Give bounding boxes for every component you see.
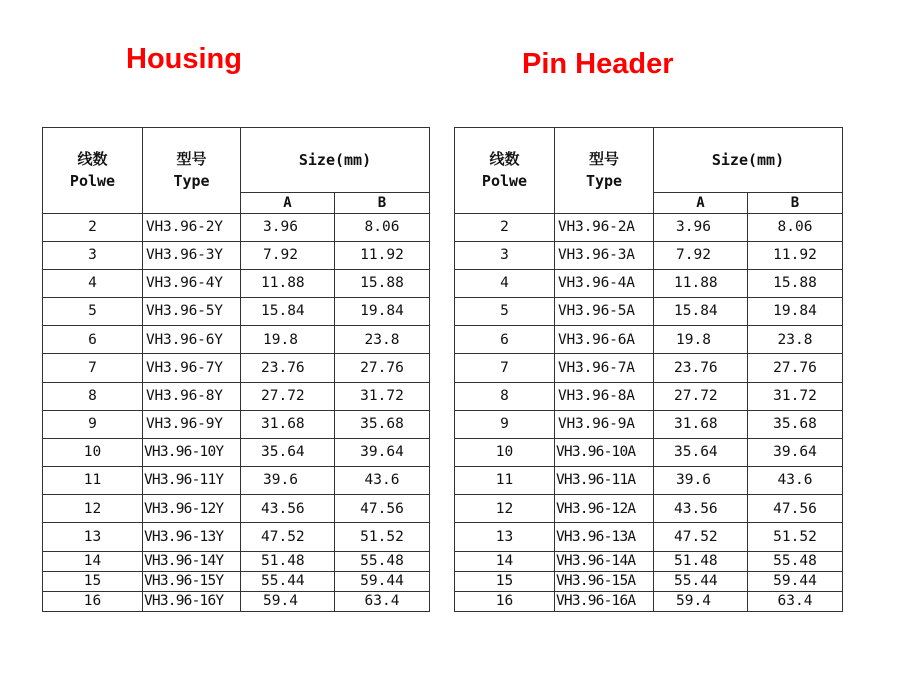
header-polwe	[43, 128, 143, 214]
cell-size-b: 8.06	[748, 213, 843, 241]
cell-size-b: 8.06	[335, 213, 430, 241]
pin-header-table	[454, 127, 843, 612]
cell-type: VH3.96-15Y	[143, 571, 241, 591]
cell-size-b: 59.44	[335, 571, 430, 591]
header-type	[555, 128, 654, 214]
header-polwe-zh: 线数	[77, 150, 108, 169]
cell-polwe: 3	[43, 241, 143, 269]
header-polwe-zh: 线数	[489, 150, 520, 169]
cell-size-a: 59.4	[654, 591, 748, 611]
cell-polwe: 11	[455, 467, 555, 495]
cell-type: VH3.96-3Y	[143, 241, 241, 269]
cell-size-a: 55.44	[241, 571, 335, 591]
table-row	[455, 467, 843, 495]
cell-type: VH3.96-14A	[555, 551, 654, 571]
cell-size-b: 63.4	[748, 591, 843, 611]
cell-size-a: 11.88	[241, 269, 335, 297]
table-row	[43, 551, 430, 571]
table-row	[455, 241, 843, 269]
table-row	[455, 382, 843, 410]
cell-polwe: 12	[43, 495, 143, 523]
cell-type: VH3.96-13Y	[143, 523, 241, 551]
cell-polwe: 5	[455, 298, 555, 326]
cell-size-b: 35.68	[335, 410, 430, 438]
cell-size-b: 19.84	[748, 298, 843, 326]
housing-title: Housing	[126, 43, 242, 75]
cell-size-a: 47.52	[654, 523, 748, 551]
cell-size-a: 47.52	[241, 523, 335, 551]
header-type	[143, 128, 241, 214]
table-row	[43, 467, 430, 495]
table-row	[43, 591, 430, 611]
table-row	[455, 269, 843, 297]
cell-polwe: 7	[455, 354, 555, 382]
table-row	[43, 410, 430, 438]
cell-type: VH3.96-2Y	[143, 213, 241, 241]
header-size-a: A	[654, 193, 748, 213]
cell-size-a: 27.72	[241, 382, 335, 410]
cell-size-a: 19.8	[654, 326, 748, 354]
cell-type: VH3.96-12A	[555, 495, 654, 523]
cell-size-b: 11.92	[335, 241, 430, 269]
cell-size-b: 27.76	[748, 354, 843, 382]
cell-size-b: 63.4	[335, 591, 430, 611]
cell-type: VH3.96-8A	[555, 382, 654, 410]
cell-size-a: 3.96	[241, 213, 335, 241]
cell-polwe: 15	[455, 571, 555, 591]
header-type-zh: 型号	[588, 150, 619, 169]
cell-type: VH3.96-13A	[555, 523, 654, 551]
cell-size-b: 31.72	[748, 382, 843, 410]
cell-type: VH3.96-5Y	[143, 298, 241, 326]
cell-size-a: 7.92	[654, 241, 748, 269]
table-row	[455, 298, 843, 326]
cell-polwe: 4	[43, 269, 143, 297]
cell-type: VH3.96-15A	[555, 571, 654, 591]
table-row	[455, 354, 843, 382]
housing-table	[42, 127, 430, 612]
cell-type: VH3.96-11Y	[143, 467, 241, 495]
cell-size-b: 55.48	[748, 551, 843, 571]
cell-type: VH3.96-7A	[555, 354, 654, 382]
cell-polwe: 8	[43, 382, 143, 410]
table-row	[455, 495, 843, 523]
cell-type: VH3.96-7Y	[143, 354, 241, 382]
header-type-en: Type	[585, 172, 623, 191]
cell-size-a: 27.72	[654, 382, 748, 410]
header-size-b: B	[748, 193, 843, 213]
header-type-en: Type	[173, 172, 210, 191]
cell-size-b: 35.68	[748, 410, 843, 438]
cell-size-a: 59.4	[241, 591, 335, 611]
cell-size-a: 31.68	[241, 410, 335, 438]
cell-size-b: 43.6	[335, 467, 430, 495]
header-polwe-en: Polwe	[69, 172, 116, 191]
cell-size-a: 11.88	[654, 269, 748, 297]
cell-polwe: 5	[43, 298, 143, 326]
cell-type: VH3.96-9Y	[143, 410, 241, 438]
cell-size-a: 35.64	[241, 438, 335, 466]
cell-size-a: 39.6	[654, 467, 748, 495]
cell-polwe: 13	[455, 523, 555, 551]
cell-type: VH3.96-12Y	[143, 495, 241, 523]
cell-type: VH3.96-8Y	[143, 382, 241, 410]
cell-polwe: 6	[455, 326, 555, 354]
cell-type: VH3.96-6Y	[143, 326, 241, 354]
cell-size-a: 51.48	[654, 551, 748, 571]
table-row	[43, 382, 430, 410]
cell-polwe: 11	[43, 467, 143, 495]
cell-size-a: 15.84	[654, 298, 748, 326]
cell-type: VH3.96-10A	[555, 438, 654, 466]
cell-polwe: 15	[43, 571, 143, 591]
table-row	[43, 241, 430, 269]
cell-type: VH3.96-11A	[555, 467, 654, 495]
table-row	[43, 213, 430, 241]
cell-type: VH3.96-6A	[555, 326, 654, 354]
cell-polwe: 12	[455, 495, 555, 523]
table-row	[43, 298, 430, 326]
table-row	[43, 269, 430, 297]
cell-size-a: 39.6	[241, 467, 335, 495]
cell-type: VH3.96-2A	[555, 213, 654, 241]
header-type-zh: 型号	[176, 150, 207, 169]
cell-polwe: 10	[43, 438, 143, 466]
table-row	[43, 438, 430, 466]
pin-header-title: Pin Header	[522, 48, 674, 80]
table-row	[455, 571, 843, 591]
cell-type: VH3.96-3A	[555, 241, 654, 269]
cell-type: VH3.96-4A	[555, 269, 654, 297]
cell-size-a: 3.96	[654, 213, 748, 241]
table-row	[455, 326, 843, 354]
cell-size-b: 23.8	[748, 326, 843, 354]
table-row	[43, 354, 430, 382]
cell-size-b: 27.76	[335, 354, 430, 382]
table-row	[455, 410, 843, 438]
cell-polwe: 4	[455, 269, 555, 297]
cell-size-a: 55.44	[654, 571, 748, 591]
cell-size-a: 23.76	[654, 354, 748, 382]
cell-polwe: 16	[43, 591, 143, 611]
cell-size-a: 35.64	[654, 438, 748, 466]
cell-size-a: 23.76	[241, 354, 335, 382]
cell-type: VH3.96-10Y	[143, 438, 241, 466]
cell-size-a: 19.8	[241, 326, 335, 354]
cell-type: VH3.96-5A	[555, 298, 654, 326]
cell-polwe: 2	[43, 213, 143, 241]
cell-size-b: 47.56	[748, 495, 843, 523]
header-size-a: A	[241, 193, 335, 213]
cell-size-b: 51.52	[748, 523, 843, 551]
cell-polwe: 6	[43, 326, 143, 354]
cell-size-b: 59.44	[748, 571, 843, 591]
table-row	[43, 495, 430, 523]
cell-polwe: 7	[43, 354, 143, 382]
cell-polwe: 14	[455, 551, 555, 571]
table-row	[43, 571, 430, 591]
cell-polwe: 9	[455, 410, 555, 438]
cell-polwe: 13	[43, 523, 143, 551]
table-row	[43, 326, 430, 354]
header-size: Size(mm)	[654, 128, 843, 193]
cell-size-b: 39.64	[748, 438, 843, 466]
cell-polwe: 2	[455, 213, 555, 241]
cell-polwe: 14	[43, 551, 143, 571]
cell-size-b: 39.64	[335, 438, 430, 466]
header-polwe	[455, 128, 555, 214]
cell-size-b: 15.88	[335, 269, 430, 297]
cell-polwe: 10	[455, 438, 555, 466]
table-row	[455, 213, 843, 241]
cell-size-b: 11.92	[748, 241, 843, 269]
cell-size-a: 31.68	[654, 410, 748, 438]
cell-polwe: 16	[455, 591, 555, 611]
cell-polwe: 3	[455, 241, 555, 269]
cell-size-b: 15.88	[748, 269, 843, 297]
cell-size-b: 47.56	[335, 495, 430, 523]
cell-size-a: 51.48	[241, 551, 335, 571]
cell-size-a: 7.92	[241, 241, 335, 269]
cell-polwe: 9	[43, 410, 143, 438]
cell-type: VH3.96-16A	[555, 591, 654, 611]
cell-size-b: 23.8	[335, 326, 430, 354]
header-size-b: B	[335, 193, 430, 213]
cell-size-b: 51.52	[335, 523, 430, 551]
table-row	[455, 438, 843, 466]
cell-size-b: 55.48	[335, 551, 430, 571]
cell-size-a: 43.56	[654, 495, 748, 523]
table-row	[455, 551, 843, 571]
cell-size-a: 15.84	[241, 298, 335, 326]
table-row	[455, 591, 843, 611]
table-row	[455, 523, 843, 551]
cell-type: VH3.96-16Y	[143, 591, 241, 611]
cell-size-b: 31.72	[335, 382, 430, 410]
table-row	[43, 523, 430, 551]
cell-type: VH3.96-9A	[555, 410, 654, 438]
cell-polwe: 8	[455, 382, 555, 410]
cell-type: VH3.96-4Y	[143, 269, 241, 297]
cell-type: VH3.96-14Y	[143, 551, 241, 571]
header-size: Size(mm)	[241, 128, 430, 193]
cell-size-b: 19.84	[335, 298, 430, 326]
cell-size-b: 43.6	[748, 467, 843, 495]
cell-size-a: 43.56	[241, 495, 335, 523]
header-polwe-en: Polwe	[481, 172, 528, 191]
